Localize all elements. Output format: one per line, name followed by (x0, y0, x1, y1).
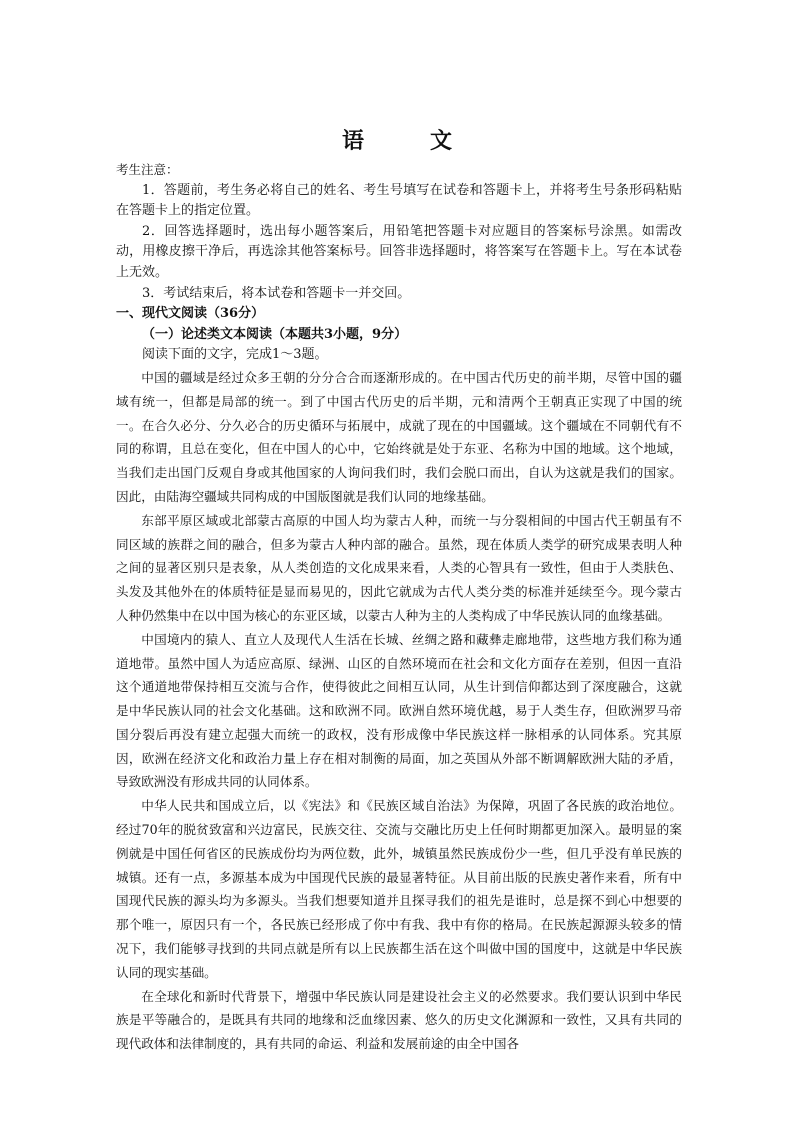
passage-paragraph: 东部平原区域或北部蒙古高原的中国人均为蒙古人种，而统一与分裂相间的中国古代王朝虽有不同区域的族群之间的融合，但多为蒙古人种内部的融合。虽然，现在体质人类学的研究成果表明人种之间的显著区别只是表象，从人类创造的文化成果来看，人类的心智具有一致性，但由于人类肤色、头发及其他外在的体质特征是显而易见的，因此它就成为古代人类分类的标准并延续至今。现今蒙古人种仍然集中在以中国为核心的东亚区域，以蒙古人种为主的人类构成了中华民族认同的血缘基础。 (116, 512, 682, 623)
section-heading: 一、现代文阅读（36分） (116, 306, 265, 322)
notice-heading: 考生注意： (116, 162, 179, 177)
notice-item-2: 2．回答选择题时，选出每小题答案后，用铅笔把答题卡对应题目的答案标号涂黑。如需改动，用橡皮擦干净后，再选涂其他答案标号。回答非选择题时，将答案写在答题卡上。写在本试卷上无效。 (116, 223, 682, 280)
passage-paragraph: 中国的疆域是经过众多王朝的分分合合而逐渐形成的。在中国古代历史的前半期，尽管中国的疆域有统一，但都是局部的统一。到了中国古代历史的后半期，元和清两个王朝真正实现了中国的统一。在合久必分、分久必合的历史循环与拓展中，成就了现在的中国疆域。这个疆域在不同朝代有不同的称谓，且总在变化，但在中国人的心中，它始终就是处于东亚、名称为中国的地域。这个地域，当我们走出国门反观自身或其他国家的人询问我们时，我们会脱口而出，自认为这就是我们的国家。因此，由陆海空疆域共同构成的中国版图就是我们认同的地缘基础。 (116, 369, 682, 504)
reading-instruction: 阅读下面的文字，完成1～3题。 (142, 347, 328, 363)
reading-passage (116, 366, 682, 1056)
page-title: 语 文 (341, 128, 474, 154)
passage-paragraph: 中华人民共和国成立后，以《宪法》和《民族区域自治法》为保障，巩固了各民族的政治地位。经过70年的脱贫致富和兴边富民，民族交往、交流与交融比历史上任何时期都更加深入。最明显的案例就是中国任何省区的民族成份均为两位数，此外，城镇虽然民族成份少一些，但几乎没有单民族的城镇。还有一点，多源基本成为中国现代民族的最显著特征。从目前出版的民族史著作来看，所有中国现代民族的源头均为多源头。当我们想要知道并且探寻我们的祖先是谁时，总是探不到心中想要的那个唯一，原因只有一个，各民族已经形成了你中有我、我中有你的格局。在民族起源源头较多的情况下，我们能够寻找到的共同点就是所有以上民族都生活在这个叫做中国的国度中，这就是中华民族认同的现实基础。 (116, 798, 682, 980)
notice-item-3: 3．考试结束后，将本试卷和答题卡一并交回。 (142, 285, 411, 301)
notice-item-1: 1．答题前，考生务必将自己的姓名、考生号填写在试卷和答题卡上，并将考生号条形码粘贴在答题卡上的指定位置。 (116, 182, 682, 219)
passage-paragraph: 在全球化和新时代背景下，增强中华民族认同是建设社会主义的必然要求。我们要认识到中华民族是平等融合的，是既具有共同的地缘和泛血缘因素、悠久的历史文化渊源和一致性，又具有共同的现代政体和法律制度的，具有共同的命运、利益和发展前途的由全中国各 (116, 988, 682, 1052)
page-content (116, 160, 682, 1056)
subsection-heading: （一）论述类文本阅读（本题共3小题，9分） (142, 326, 408, 342)
passage-paragraph: 中国境内的猿人、直立人及现代人生活在长城、丝绸之路和藏彝走廊地带，这些地方我们称为通道地带。虽然中国人为适应高原、绿洲、山区的自然环境而在社会和文化方面存在差别，但因一直沿这个通道地带保持相互交流与合作，使得彼此之间相互认同，从生计到信仰都达到了深度融合，这就是中华民族认同的社会文化基础。这和欧洲不同。欧洲自然环境优越，易于人类生存，但欧洲罗马帝国分裂后再没有建立起强大而统一的政权，没有形成像中华民族这样一脉相承的认同体系。究其原因，欧洲在经济文化和政治力量上存在相对制衡的局面，加之英国从外部不断调解欧洲大陆的矛盾，导致欧洲没有形成共同的认同体系。 (116, 631, 682, 790)
